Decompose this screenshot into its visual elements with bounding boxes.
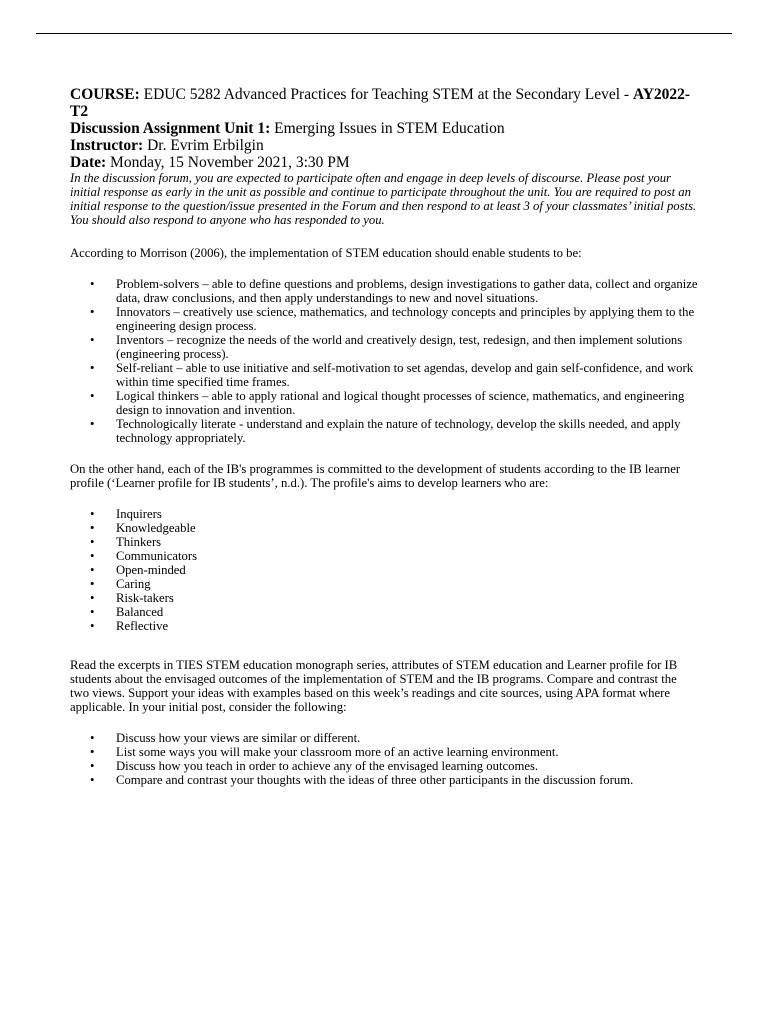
ib-profile-list bbox=[70, 507, 698, 633]
task-points-list bbox=[70, 731, 698, 787]
instructor-name: Dr. Evrim Erbilgin bbox=[143, 137, 264, 154]
assignment-label: Discussion Assignment Unit 1: bbox=[70, 120, 271, 137]
list-item-text: Self-reliant – able to use initiative and self-motivation to set agendas, develop and gain self-confidence, and work within time specified time frames. bbox=[116, 361, 694, 389]
list-item bbox=[70, 305, 698, 333]
list-item-text: Innovators – creatively use science, mathematics, and technology concepts and principles by applying them to the engineering design process. bbox=[116, 305, 695, 333]
bullet-icon: • bbox=[90, 591, 95, 605]
bullet-icon: • bbox=[90, 549, 95, 563]
bullet-icon: • bbox=[90, 535, 95, 549]
assignment-title: Emerging Issues in STEM Education bbox=[270, 120, 505, 137]
assignment-header bbox=[70, 86, 698, 171]
list-item bbox=[70, 731, 698, 745]
list-item bbox=[70, 417, 698, 445]
date-label: Date: bbox=[70, 154, 107, 171]
list-item-text: Balanced bbox=[116, 605, 164, 619]
list-item-text: Problem-solvers – able to define questions and problems, design investigations to gather data, collect and organize data, draw conclusions, and then apply understandings to new and novel situations. bbox=[116, 277, 698, 305]
list-item bbox=[70, 605, 698, 619]
list-item-text: Inventors – recognize the needs of the world and creatively design, test, redesign, and then implement solutions (engineering process). bbox=[116, 333, 683, 361]
bullet-icon: • bbox=[90, 389, 95, 403]
course-term: AY2022-T2 bbox=[70, 86, 691, 120]
bullet-icon: • bbox=[90, 333, 95, 347]
list-item bbox=[70, 549, 698, 563]
course-line bbox=[70, 86, 698, 120]
list-item bbox=[70, 745, 698, 759]
list-item-text: Technologically literate - understand and explain the nature of technology, develop the skills needed, and apply technology appropriately. bbox=[116, 417, 681, 445]
list-item-text: Discuss how you teach in order to achieve any of the envisaged learning outcomes. bbox=[116, 759, 539, 773]
list-item bbox=[70, 333, 698, 361]
stem-outcomes-list bbox=[70, 277, 698, 445]
bullet-icon: • bbox=[90, 577, 95, 591]
list-item bbox=[70, 277, 698, 305]
instructions-paragraph: In the discussion forum, you are expected to participate often and engage in deep levels of discourse. Please post your initial response as early in the unit as possible and continue to participate throughout the unit. You are required to post an initial response to the question/issue presented in the Forum and then respond to at least 3 of your classmates’ initial posts. You should also respond to anyone who has responded to you. bbox=[70, 171, 697, 227]
date-line bbox=[70, 154, 698, 171]
list-item-text: Knowledgeable bbox=[116, 521, 196, 535]
top-divider bbox=[36, 33, 732, 34]
morrison-intro: According to Morrison (2006), the implementation of STEM education should enable students to be: bbox=[70, 246, 582, 260]
course-label: COURSE: bbox=[70, 86, 140, 103]
list-item-text: Caring bbox=[116, 577, 151, 591]
bullet-icon: • bbox=[90, 619, 95, 633]
list-item-text: List some ways you will make your classroom more of an active learning environment. bbox=[116, 745, 559, 759]
instructor-label: Instructor: bbox=[70, 137, 144, 154]
bullet-icon: • bbox=[90, 773, 95, 787]
list-item-text: Discuss how your views are similar or different. bbox=[116, 731, 361, 745]
course-name: EDUC 5282 Advanced Practices for Teaching STEM at the Secondary Level - bbox=[139, 86, 633, 103]
bullet-icon: • bbox=[90, 305, 95, 319]
list-item bbox=[70, 773, 698, 787]
list-item-text: Thinkers bbox=[116, 535, 162, 549]
list-item-text: Reflective bbox=[116, 619, 169, 633]
bullet-icon: • bbox=[90, 745, 95, 759]
list-item bbox=[70, 577, 698, 591]
list-item bbox=[70, 535, 698, 549]
list-item bbox=[70, 361, 698, 389]
list-item-text: Open-minded bbox=[116, 563, 186, 577]
list-item bbox=[70, 389, 698, 417]
bullet-icon: • bbox=[90, 277, 95, 291]
bullet-icon: • bbox=[90, 731, 95, 745]
ib-intro: On the other hand, each of the IB's programmes is committed to the development of students according to the IB learner profile (‘Learner profile for IB students’, n.d.). The profile's aims to develop learners who are: bbox=[70, 462, 681, 490]
bullet-icon: • bbox=[90, 563, 95, 577]
list-item bbox=[70, 563, 698, 577]
list-item-text: Risk-takers bbox=[116, 591, 174, 605]
assignment-line bbox=[70, 120, 698, 137]
list-item-text: Logical thinkers – able to apply rational and logical thought processes of science, mathematics, and engineering design to innovation and invention. bbox=[116, 389, 685, 417]
list-item bbox=[70, 619, 698, 633]
list-item bbox=[70, 521, 698, 535]
list-item-text: Communicators bbox=[116, 549, 198, 563]
bullet-icon: • bbox=[90, 759, 95, 773]
document-page bbox=[70, 86, 698, 787]
list-item-text: Compare and contrast your thoughts with the ideas of three other participants in the discussion forum. bbox=[116, 773, 634, 787]
bullet-icon: • bbox=[90, 507, 95, 521]
list-item bbox=[70, 507, 698, 521]
list-item bbox=[70, 591, 698, 605]
bullet-icon: • bbox=[90, 605, 95, 619]
list-item bbox=[70, 759, 698, 773]
bullet-icon: • bbox=[90, 361, 95, 375]
list-item-text: Inquirers bbox=[116, 507, 162, 521]
task-intro: Read the excerpts in TIES STEM education monograph series, attributes of STEM education and Learner profile for IB students about the envisaged outcomes of the implementation of STEM and the IB programs. Compare and contrast the two views. Support your ideas with examples based on this week’s readings and cite sources, using APA format where applicable. In your initial post, consider the following: bbox=[70, 658, 678, 714]
bullet-icon: • bbox=[90, 521, 95, 535]
instructor-line bbox=[70, 137, 698, 154]
bullet-icon: • bbox=[90, 417, 95, 431]
date-value: Monday, 15 November 2021, 3:30 PM bbox=[106, 154, 350, 171]
